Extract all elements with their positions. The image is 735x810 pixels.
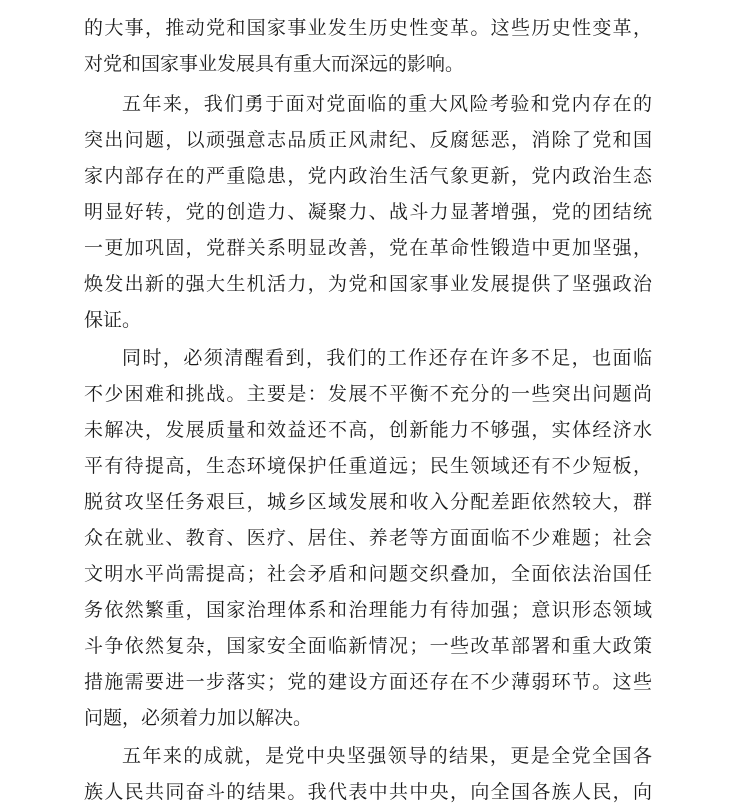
text-line: 家内部存在的严重隐患，党内政治生活气象更新，党内政治生态 bbox=[84, 165, 654, 187]
text-line: 突出问题，以顽强意志品质正风肃纪、反腐惩恶，消除了党和国 bbox=[84, 129, 654, 151]
text-line: 务依然繁重，国家治理体系和治理能力有待加强；意识形态领域 bbox=[84, 599, 654, 621]
text-line: 文明水平尚需提高；社会矛盾和问题交织叠加，全面依法治国任 bbox=[84, 563, 654, 585]
text-line: 保证。 bbox=[84, 309, 142, 331]
paragraph-first-line: 同时，必须清醒看到，我们的工作还存在许多不足，也面临 bbox=[122, 347, 654, 369]
text-line: 不少困难和挑战。主要是：发展不平衡不充分的一些突出问题尚 bbox=[84, 383, 654, 405]
paragraph-first-line: 五年来，我们勇于面对党面临的重大风险考验和党内存在的 bbox=[122, 93, 654, 115]
text-line: 的大事，推动党和国家事业发生历史性变革。这些历史性变革， bbox=[84, 17, 654, 39]
text-line: 平有待提高，生态环境保护任重道远；民生领域还有不少短板， bbox=[84, 455, 654, 477]
text-line: 措施需要进一步落实；党的建设方面还存在不少薄弱环节。这些 bbox=[84, 671, 654, 693]
text-line: 脱贫攻坚任务艰巨，城乡区域发展和收入分配差距依然较大，群 bbox=[84, 491, 654, 513]
text-line: 未解决，发展质量和效益还不高，创新能力不够强，实体经济水 bbox=[84, 419, 654, 441]
text-line: 一更加巩固，党群关系明显改善，党在革命性锻造中更加坚强， bbox=[84, 237, 654, 259]
text-line: 斗争依然复杂，国家安全面临新情况；一些改革部署和重大政策 bbox=[84, 635, 654, 657]
text-line: 族人民共同奋斗的结果。我代表中共中央，向全国各族人民，向 bbox=[84, 781, 654, 803]
text-line: 明显好转，党的创造力、凝聚力、战斗力显著增强，党的团结统 bbox=[84, 201, 654, 223]
text-line: 对党和国家事业发展具有重大而深远的影响。 bbox=[84, 53, 465, 75]
text-line: 众在就业、教育、医疗、居住、养老等方面面临不少难题；社会 bbox=[84, 527, 654, 549]
paragraph-first-line: 五年来的成就，是党中央坚强领导的结果，更是全党全国各 bbox=[122, 745, 654, 767]
text-line: 问题，必须着力加以解决。 bbox=[84, 707, 313, 729]
text-line: 焕发出新的强大生机活力，为党和国家事业发展提供了坚强政治 bbox=[84, 273, 654, 295]
